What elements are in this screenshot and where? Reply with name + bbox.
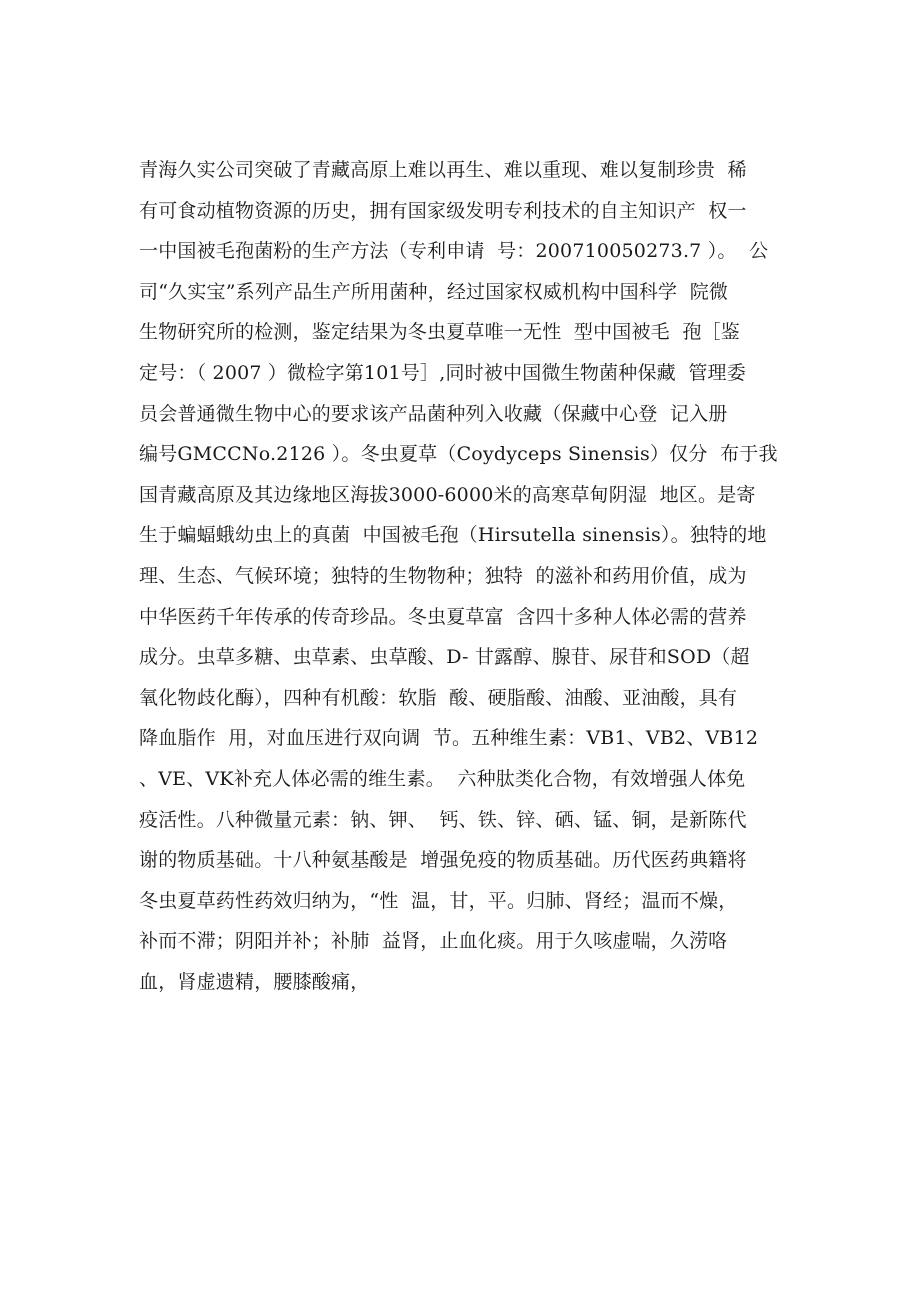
text-line-19: 冬虫夏草药性药效归纳为，“性 温，甘，平。归肺、肾经；温而不燥，	[139, 889, 738, 912]
text-line-10: 生于蝙蝠蛾幼虫上的真菌 中国被毛孢（Hirsutella sinensis）。独特的地	[139, 524, 767, 547]
text-line-12: 中华医药千年传承的传奇珍品。冬虫夏草富 含四十多种人体必需的营养	[139, 605, 747, 628]
text-line-17: 疫活性。八种微量元素：钠、钾、 钙、铁、锌、硒、锰、铜，是新陈代	[139, 808, 747, 831]
text-line-3: 一中国被毛孢菌粉的生产方法（专利申请 号：200710050273.7 ）。 公	[139, 240, 769, 263]
text-line-21: 血，肾虚遗精，腰膝酸痛，	[139, 970, 370, 993]
text-line-8: 编号GMCCNo.2126 ）。冬虫夏草（Coydyceps Sinensis）仅分 布于我	[139, 443, 778, 466]
text-line-13: 成分。虫草多糖、虫草素、虫草酸、D- 甘露醇、腺苷、尿苷和SOD（超	[139, 646, 750, 669]
text-line-9: 国青藏高原及其边缘地区海拔3000-6000米的高寒草甸阴湿 地区。是寄	[139, 483, 756, 506]
text-line-15: 降血脂作 用，对血压进行双向调 节。五种维生素：VB1、VB2、VB12	[139, 727, 759, 750]
text-line-2: 有可食动植物资源的历史，拥有国家级发明专利技术的自主知识产 权一	[139, 199, 747, 222]
text-line-20: 补而不滞；阴阳并补；补肺 益肾，止血化痰。用于久咳虚喘，久涝咯	[139, 930, 728, 953]
text-line-7: 员会普通微生物中心的要求该产品菌种列入收藏（保藏中心登 记入册	[139, 402, 728, 425]
text-line-14: 氧化物歧化酶），四种有机酸：软脂 酸、硬脂酸、油酸、亚油酸，具有	[139, 686, 738, 709]
text-line-5: 生物研究所的检测，鉴定结果为冬虫夏草唯一无性 型中国被毛 孢［鉴	[139, 321, 740, 344]
text-line-4: 司“久实宝”系列产品生产所用菌种，经过国家权威机构中国科学 院微	[139, 280, 729, 303]
text-line-18: 谢的物质基础。十八种氨基酸是 增强免疫的物质基础。历代医药典籍将	[139, 849, 747, 872]
text-line-1: 青海久实公司突破了青藏高原上难以再生、难以重现、难以复制珍贵 稀	[139, 159, 747, 181]
text-line-11: 理、生态、气候环境；独特的生物物种；独特 的滋补和药用价值，成为	[139, 564, 747, 587]
text-line-6: 定号：（ 2007 ）微检字第101号］,同时被中国微生物菌种保藏 管理委	[139, 361, 746, 384]
text-line-16: 、VE、VK补充人体必需的维生素。 六种肽类化合物，有效增强人体免	[139, 767, 746, 790]
body-text	[139, 150, 799, 1002]
